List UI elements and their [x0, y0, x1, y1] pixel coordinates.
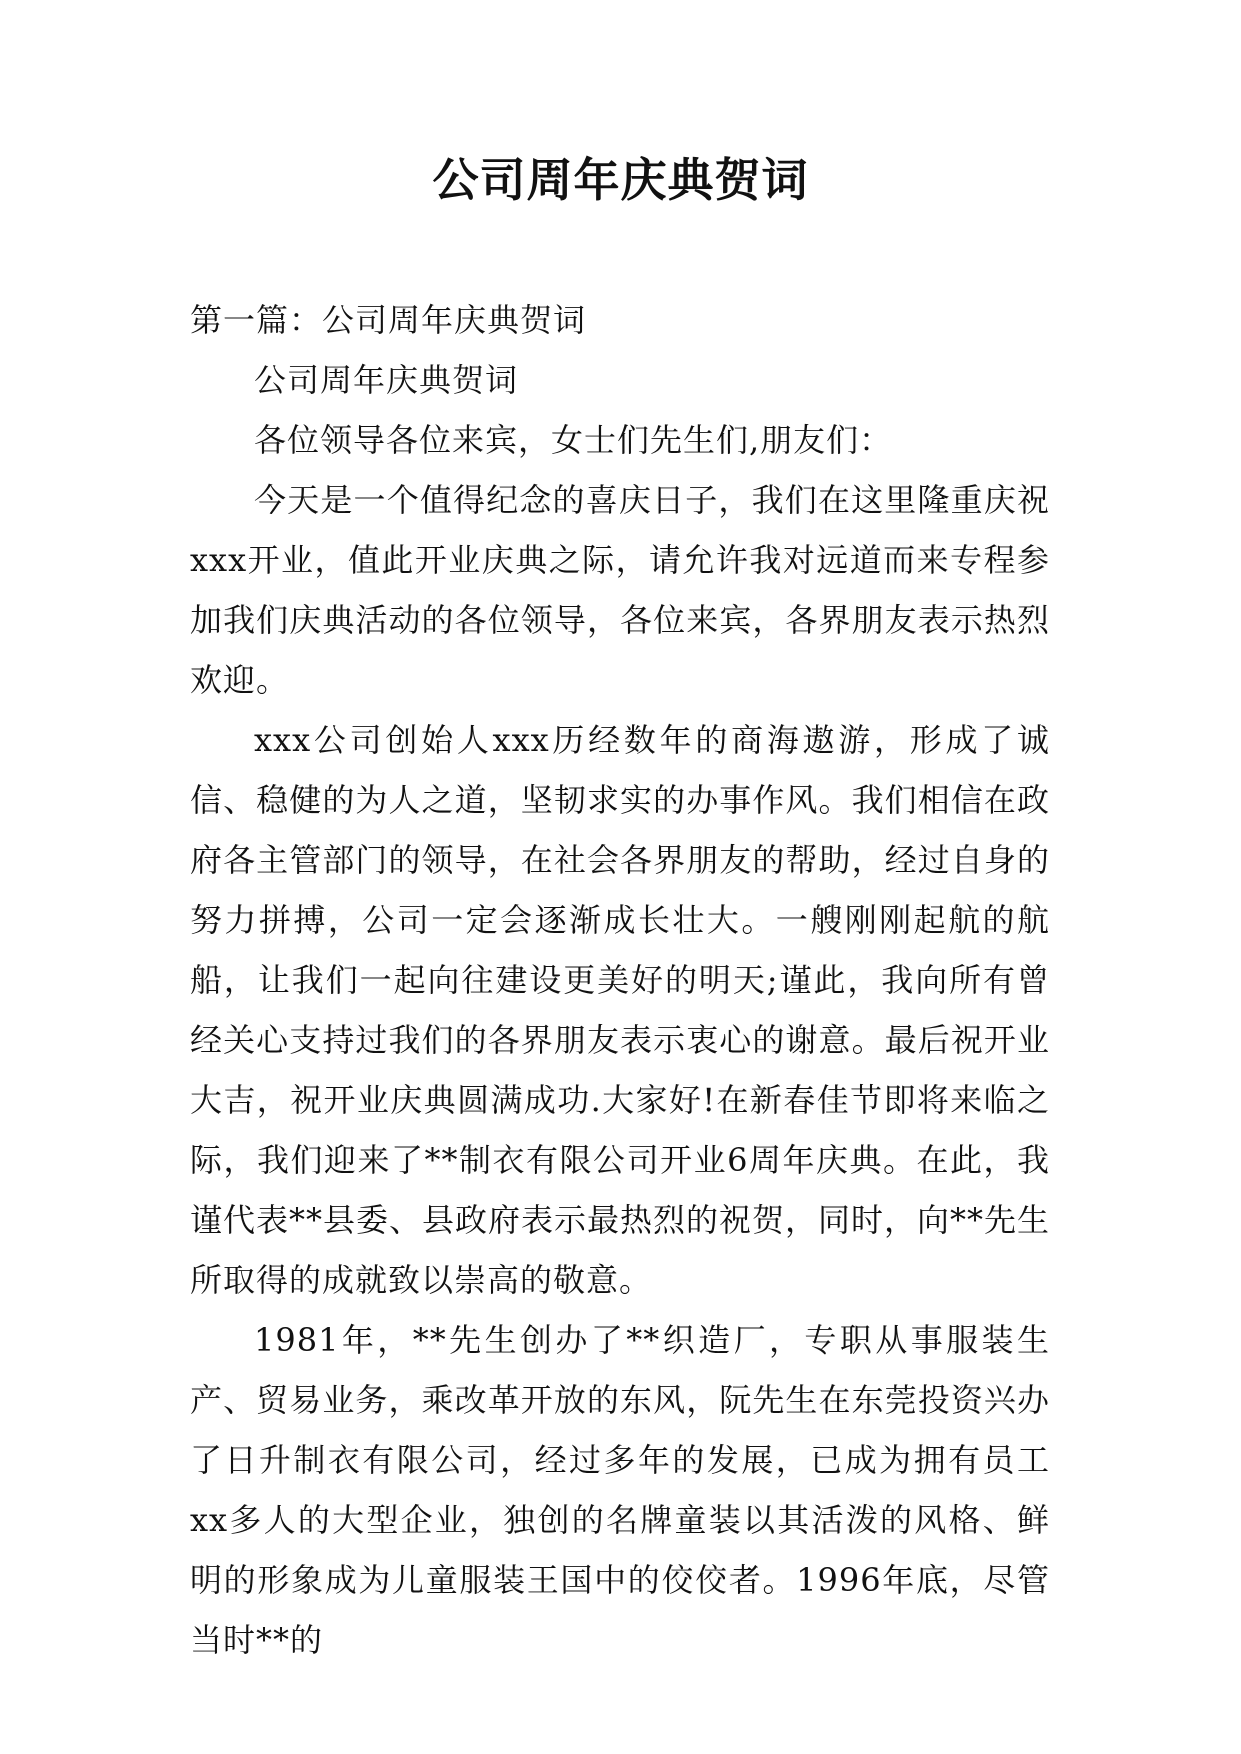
- section-heading: 第一篇：公司周年庆典贺词: [190, 301, 587, 339]
- paragraph: 今天是一个值得纪念的喜庆日子，我们在这里隆重庆祝xxx开业，值此开业庆典之际，请允许我对远道而来专程参加我们庆典活动的各位领导，各位来宾，各界朋友表示热烈欢迎。: [190, 481, 1050, 699]
- document-title: 公司周年庆典贺词: [432, 153, 809, 207]
- paragraph: 各位领导各位来宾，女士们先生们,朋友们：: [254, 421, 893, 459]
- paragraph: xxx公司创始人xxx历经数年的商海遨游，形成了诚信、稳健的为人之道，坚韧求实的办事作风。我们相信在政府各主管部门的领导，在社会各界朋友的帮助，经过自身的努力拼搏，公司一定会逐渐成长壮大。一艘刚刚起航的航船，让我们一起向往建设更美好的明天;谨此，我向所有曾经关心支持过我们的各界朋友表示衷心的谢意。最后祝开业大吉，祝开业庆典圆满成功.大家好!在新春佳节即将来临之际，我们迎来了**制衣有限公司开业6周年庆典。在此，我谨代表**县委、县政府表示最热烈的祝贺，同时，向**先生所取得的成就致以崇高的敬意。: [190, 721, 1051, 1299]
- paragraph: 公司周年庆典贺词: [254, 361, 519, 399]
- paragraph: 1981年，**先生创办了**织造厂，专职从事服装生产、贸易业务，乘改革开放的东风，阮先生在东莞投资兴办了日升制衣有限公司，经过多年的发展，已成为拥有员工xx多人的大型企业，独创的名牌童装以其活泼的风格、鲜明的形象成为儿童服装王国中的佼佼者。1996年底，尽管当时**的: [190, 1321, 1050, 1659]
- document-body: [190, 290, 1050, 1670]
